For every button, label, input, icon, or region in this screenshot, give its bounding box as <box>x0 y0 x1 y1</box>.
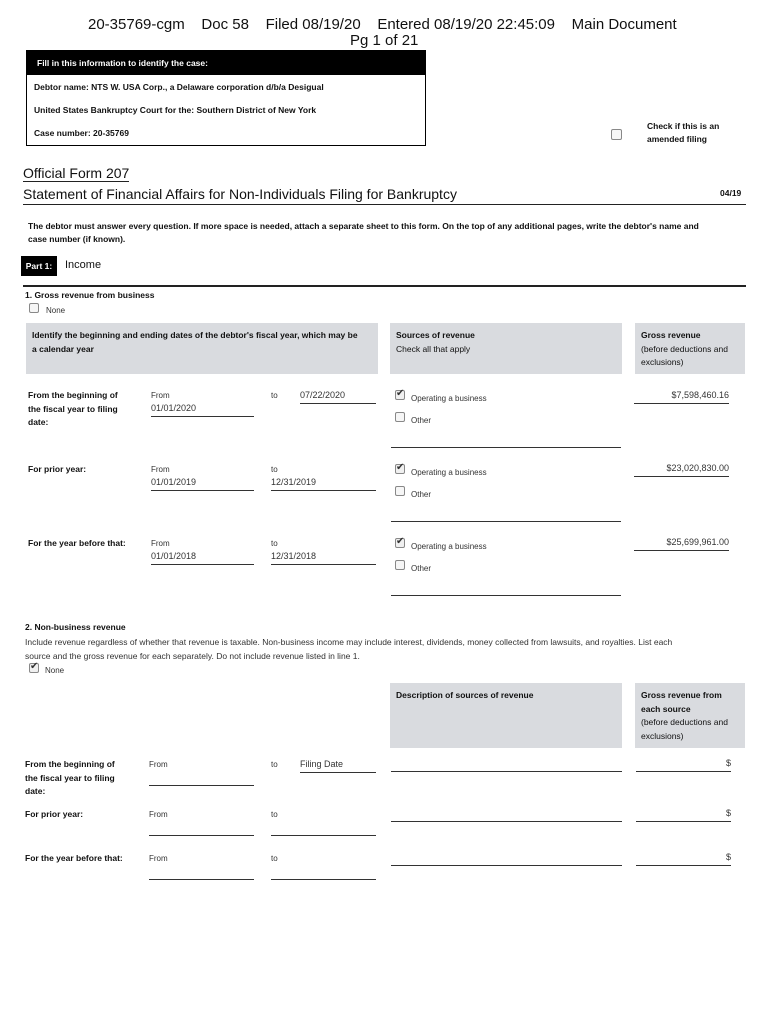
q1-title: 1. Gross revenue from business <box>25 290 155 300</box>
q1-row3-to-field[interactable]: 12/31/2018 <box>271 551 376 565</box>
q1-row1-label-line2: the fiscal year to filing <box>28 403 118 414</box>
q1-row1-label <box>28 389 138 430</box>
q1-row2-to-field[interactable]: 12/31/2019 <box>271 477 376 491</box>
q1-col-dates-line1: Identify the beginning and ending dates of the debtor's fiscal year, which may be <box>32 330 358 340</box>
q1-row2-label: For prior year: <box>28 464 87 474</box>
page-number: Pg 1 of 21 <box>350 32 419 49</box>
q2-row2-description-field[interactable] <box>391 821 622 822</box>
q1-row3-other-field[interactable] <box>391 595 621 596</box>
q1-col-sources-line1: Sources of revenue <box>396 330 475 340</box>
q2-row3-label: For the year before that: <box>25 853 123 863</box>
q2-row2-amount[interactable]: $ <box>636 808 731 822</box>
q1-row1-label-line1: From the beginning of <box>28 390 118 400</box>
court-name: United States Bankruptcy Court for the: Southern District of New York <box>34 105 317 115</box>
q2-none-label: None <box>45 666 65 675</box>
q2-title: 2. Non-business revenue <box>25 622 126 632</box>
q2-row1-label-line3: date: <box>25 786 46 796</box>
q2-row1-to-field[interactable]: Filing Date <box>300 759 376 773</box>
q2-row2-to-field[interactable] <box>271 835 376 836</box>
case-number: Case number: 20-35769 <box>34 128 129 138</box>
q1-row2-from-field[interactable]: 01/01/2019 <box>151 477 254 491</box>
q1-row2-business-label: Operating a business <box>411 468 487 477</box>
q2-row1-amount[interactable]: $ <box>636 758 731 772</box>
q1-row3-business-label: Operating a business <box>411 542 487 551</box>
form-version: 04/19 <box>720 188 742 198</box>
q1-row2-to-label: to <box>271 465 278 474</box>
amended-filing-label <box>647 120 719 146</box>
q2-row1-label-line1: From the beginning of <box>25 759 115 769</box>
amended-filing-checkbox[interactable] <box>611 129 622 140</box>
q2-row1-description-field[interactable] <box>391 771 622 772</box>
q2-row1-to-label: to <box>271 760 278 769</box>
case-info-title: Fill in this information to identify the case: <box>27 51 425 75</box>
q1-row1-business-label: Operating a business <box>411 394 487 403</box>
q2-row2-label: For prior year: <box>25 809 84 819</box>
q1-none-checkbox[interactable] <box>29 303 39 313</box>
q1-row1-other-checkbox[interactable] <box>395 412 405 422</box>
q1-row1-business-checkbox[interactable] <box>395 390 405 400</box>
q2-row1-label-line2: the fiscal year to filing <box>25 772 115 783</box>
q1-row1-label-line3: date: <box>28 417 49 427</box>
instructions-line1: The debtor must answer every question. If more space is needed, attach a separate sheet to this form. On the top of any additional pages, write the debtor's name and <box>28 221 699 231</box>
q2-description <box>25 635 672 663</box>
instructions-line2: case number (if known). <box>28 234 126 244</box>
case-header: 20-35769-cgm Doc 58 Filed 08/19/20 Entered 08/19/20 22:45:09 Main Document <box>88 16 677 33</box>
q1-col-dates-line2: a calendar year <box>32 343 94 354</box>
q2-none-checkbox[interactable] <box>29 663 39 673</box>
q1-row2-from-label: From <box>151 465 170 474</box>
q1-col-sources-line2: Check all that apply <box>396 343 471 354</box>
q1-row2-other-label: Other <box>411 490 432 499</box>
q1-row2-amount[interactable]: $23,020,830.00 <box>634 463 729 477</box>
debtor-name: Debtor name: NTS W. USA Corp., a Delaware corporation d/b/a Desigual <box>34 82 324 92</box>
q2-row3-from-label: From <box>149 854 168 863</box>
q1-row3-business-checkbox[interactable] <box>395 538 405 548</box>
amended-label-line1: Check if this is an <box>647 121 720 131</box>
q2-col-gross-line2: each source <box>641 703 691 714</box>
q1-row1-amount[interactable]: $7,598,460.16 <box>634 390 729 404</box>
q1-col-gross-line3: exclusions) <box>641 357 684 367</box>
q2-description-line1: Include revenue regardless of whether that revenue is taxable. Non-business income may include interest, dividends, money collected from lawsuits, and royalties. List each <box>25 637 673 647</box>
q2-row2-to-label: to <box>271 810 278 819</box>
q1-col-dates-header <box>26 323 378 374</box>
q2-description-line2: source and the gross revenue for each separately. Do not include revenue listed in line 1. <box>25 651 360 661</box>
q1-col-gross-line2: (before deductions and <box>641 343 728 354</box>
title-divider <box>23 204 746 205</box>
q1-row3-other-label: Other <box>411 564 432 573</box>
q1-row1-to-label: to <box>271 391 278 400</box>
q2-col-gross-line3: (before deductions and <box>641 717 728 727</box>
q1-col-gross-header <box>635 323 745 374</box>
q2-row3-to-field[interactable] <box>271 879 376 880</box>
form-name: Official Form 207 <box>23 165 130 181</box>
part1-divider <box>23 285 746 287</box>
q2-row2-from-field[interactable] <box>149 835 254 836</box>
q1-row3-label: For the year before that: <box>28 538 126 548</box>
q2-row2-from-label: From <box>149 810 168 819</box>
q1-row2-business-checkbox[interactable] <box>395 464 405 474</box>
part1-tag: Part 1: <box>21 256 57 276</box>
q2-col-gross-line4: exclusions) <box>641 730 684 741</box>
q1-row1-from-field[interactable]: 01/01/2020 <box>151 403 254 417</box>
q1-row3-from-label: From <box>151 539 170 548</box>
q1-row3-other-checkbox[interactable] <box>395 560 405 570</box>
q1-row3-to-label: to <box>271 539 278 548</box>
case-info-box <box>26 50 426 146</box>
q2-row3-amount[interactable]: $ <box>636 852 731 866</box>
q2-row3-description-field[interactable] <box>391 865 622 866</box>
q1-none-label: None <box>46 306 66 315</box>
q2-row3-from-field[interactable] <box>149 879 254 880</box>
part1-title: Income <box>65 259 102 271</box>
q2-row1-from-field[interactable] <box>149 785 254 786</box>
q2-col-gross-header <box>635 683 745 748</box>
q1-row1-to-field[interactable]: 07/22/2020 <box>300 390 376 404</box>
q2-col-gross-line1: Gross revenue from <box>641 690 722 700</box>
q2-row1-from-label: From <box>149 760 168 769</box>
amended-label-line2: amended filing <box>647 134 707 144</box>
q1-row1-other-field[interactable] <box>391 447 621 448</box>
q1-row3-from-field[interactable]: 01/01/2018 <box>151 551 254 565</box>
q1-row1-other-label: Other <box>411 416 432 425</box>
instructions <box>28 220 699 246</box>
q2-row3-to-label: to <box>271 854 278 863</box>
q1-row1-from-label: From <box>151 391 170 400</box>
q1-row2-other-field[interactable] <box>391 521 621 522</box>
q2-col-desc-header: Description of sources of revenue <box>390 683 622 748</box>
q1-col-sources-header <box>390 323 622 374</box>
q1-row2-other-checkbox[interactable] <box>395 486 405 496</box>
q1-col-gross-line1: Gross revenue <box>641 330 701 340</box>
q2-row1-label <box>25 758 135 799</box>
form-title: Statement of Financial Affairs for Non-Individuals Filing for Bankruptcy <box>23 186 457 202</box>
q1-row3-amount[interactable]: $25,699,961.00 <box>634 537 729 551</box>
